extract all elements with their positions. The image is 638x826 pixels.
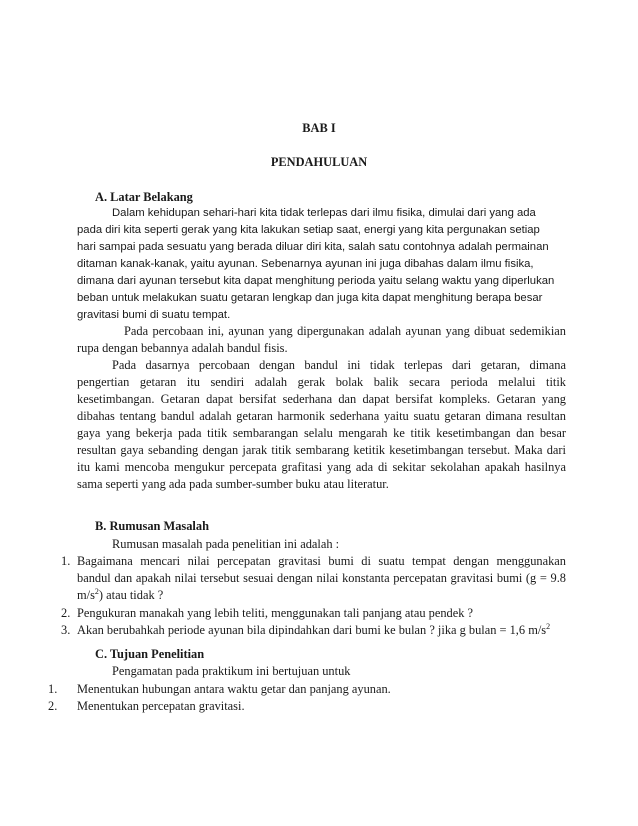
section-b-heading: B. Rumusan Masalah xyxy=(95,519,209,533)
paragraph-line: Pada percobaan ini, ayunan yang dipergunakan adalah ayunan yang dibuat sedemikian xyxy=(124,324,566,338)
list-item-line: Menentukan hubungan antara waktu getar dan panjang ayunan. xyxy=(77,682,391,696)
section-c-intro: Pengamatan pada praktikum ini bertujuan untuk xyxy=(112,664,351,678)
list-number: 2. xyxy=(48,699,58,713)
paragraph-line: pada diri kita seperti gerak yang kita lakukan setiap saat, energi yang kita pergunakan setiap xyxy=(77,224,540,236)
paragraph-line: ditaman kanak-kanak, yaitu ayunan. Sebenarnya ayunan ini juga dibahas dalam ilmu fisika, xyxy=(77,258,534,270)
paragraph-line: pengertian getaran itu sendiri adalah gerak bolak balik secara perioda melalui titik xyxy=(77,375,566,389)
paragraph-line: itu kami mencoba mengukur percepata grafitasi yang ada di sekitar sekolahan apakah hasilnya xyxy=(77,460,566,474)
section-a-heading: A. Latar Belakang xyxy=(95,190,193,204)
list-number: 1. xyxy=(48,682,58,696)
paragraph-line: beban untuk melakukan suatu getaran lengkap dan juga kita dapat menghitung berapa besar xyxy=(77,292,543,304)
paragraph-line: hari sampai pada sesuatu yang berada diluar diri kita, salah satu contohnya adalah permainan xyxy=(77,241,549,253)
list-item-line: Bagaimana mencari nilai percepatan gravitasi bumi di suatu tempat dengan menggunakan xyxy=(77,554,566,568)
paragraph-line: resultan gaya sebanding dengan jarak titik sembarang ketitik kesetimbangan tersebut. Maka dari xyxy=(77,443,566,457)
paragraph-line: kesetimbangan. Getaran dapat bersifat sederhana dan dapat bersifat kompleks. Getaran yang xyxy=(77,392,566,406)
section-c-heading: C. Tujuan Penelitian xyxy=(95,647,205,661)
list-item-line: $m/s^2$) atau tidak ? xyxy=(77,586,164,602)
chapter-heading: BAB I xyxy=(302,121,336,135)
paragraph-line: gaya yang bekerja pada titik sembarangan selalu mengarah ke titik kesetimbangan dan besar xyxy=(77,426,566,440)
paragraph-line: rupa dengan bebannya adalah bandul fisis. xyxy=(77,341,288,355)
paragraph-line: sama seperti yang ada pada sumber-sumber buku atau literatur. xyxy=(77,477,389,491)
paragraph-line: dimana dari ayunan tersebut kita dapat menghitung perioda yaitu selang waktu yang diperlukan xyxy=(77,275,555,287)
page-title: PENDAHULUAN xyxy=(270,155,368,169)
list-number: 1. xyxy=(61,554,71,568)
list-number: 3. xyxy=(61,623,71,637)
list-item-line: Pengukuran manakah yang lebih teliti, menggunakan tali panjang atau pendek ? xyxy=(77,606,474,620)
paragraph-line: Pada dasarnya percobaan dengan bandul ini tidak terlepas dari getaran, dimana xyxy=(112,358,566,372)
section-b-intro: Rumusan masalah pada penelitian ini adalah : xyxy=(112,537,340,551)
list-item-line: Menentukan percepatan gravitasi. xyxy=(77,699,245,713)
paragraph-line: Dalam kehidupan sehari-hari kita tidak terlepas dari ilmu fisika, dimulai dari yang ada xyxy=(112,207,536,219)
list-item-line: bandul dan apakah nilai tersebut sesuai dengan nilai konstanta percepatan gravitasi bumi (g = 9.8 xyxy=(77,571,566,585)
paragraph-line: gravitasi bumi di suatu tempat. xyxy=(77,309,231,321)
paragraph-line: dibahas tentang bandul adalah getaran harmonik sederhana yaitu suatu getaran dimana resultan xyxy=(77,409,566,423)
list-number: 2. xyxy=(61,606,71,620)
list-item-line: Akan berubahkah periode ayunan bila dipindahkan dari bumi ke bulan ? jika g bulan = 1,6 $m/s^2$ xyxy=(77,621,551,637)
